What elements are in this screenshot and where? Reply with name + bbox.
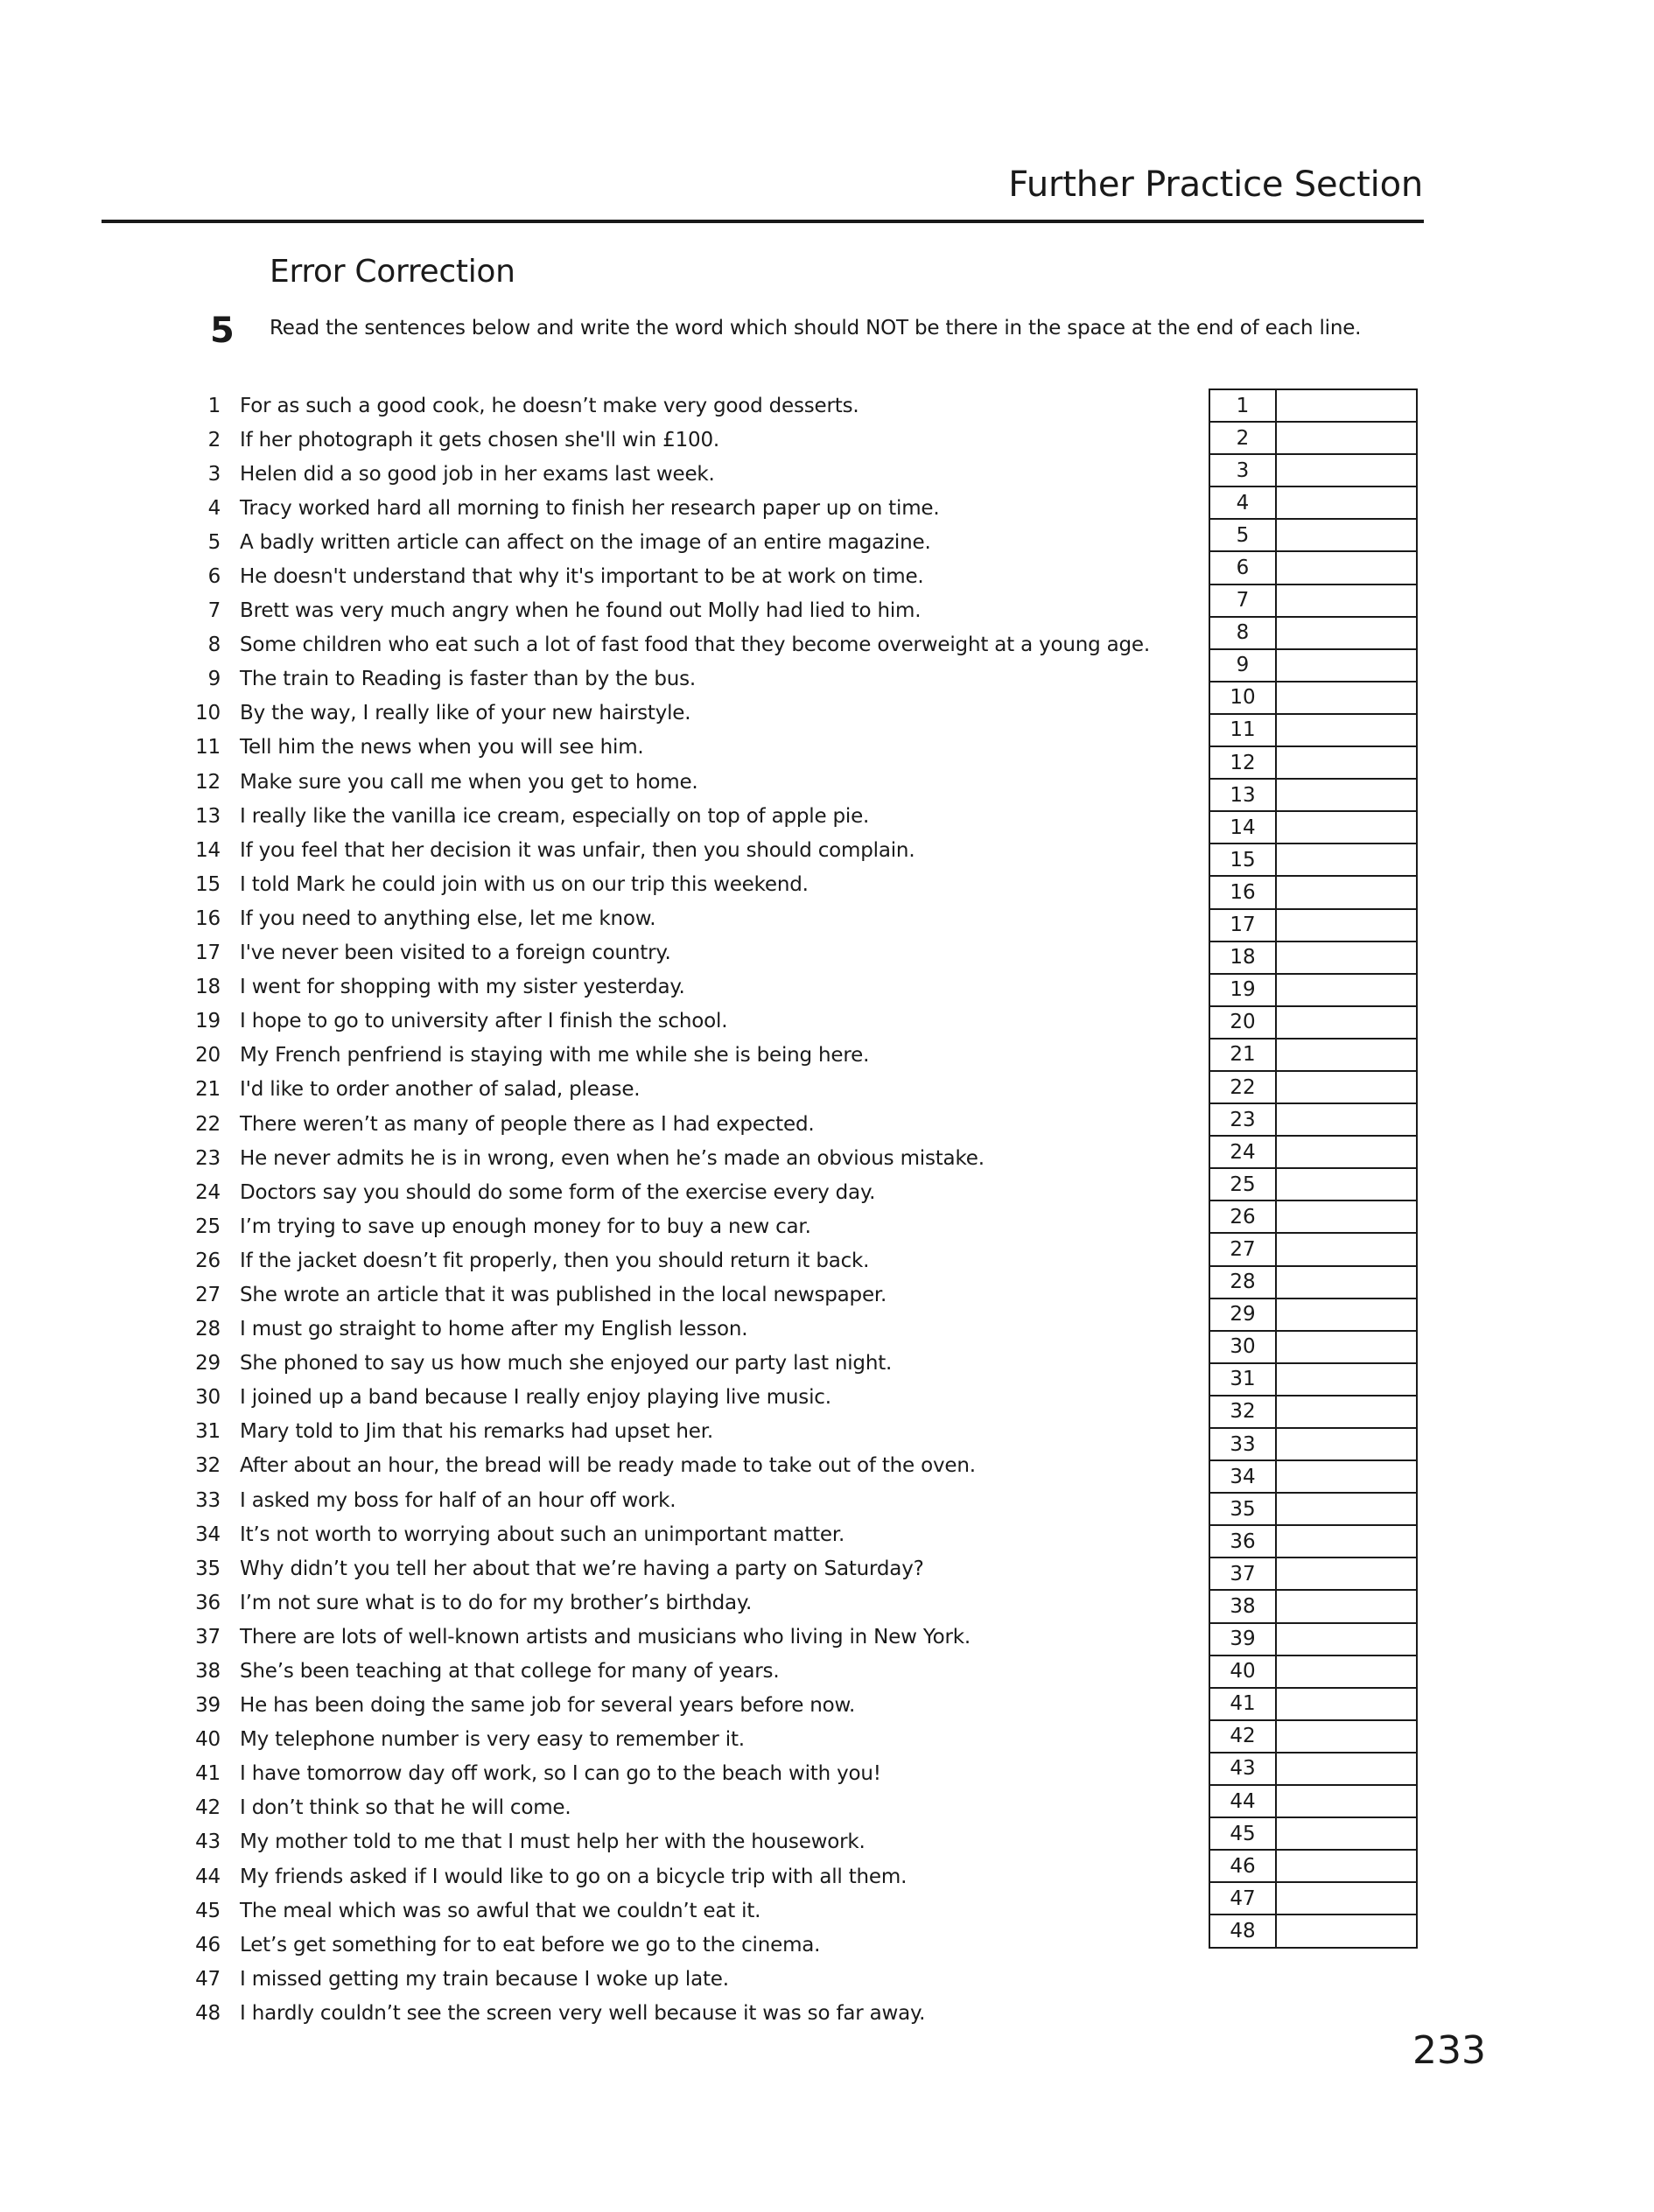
answer-blank[interactable]: [1276, 617, 1417, 649]
sentence-text: I joined up a band because I really enjoy playing live music.: [240, 1386, 831, 1410]
answer-row: [1209, 1233, 1417, 1265]
answer-row: [1209, 1753, 1417, 1785]
answer-number: 12: [1209, 746, 1276, 779]
sentence-row: [175, 799, 1173, 833]
answer-number: 8: [1209, 617, 1276, 649]
sentence-text: I told Mark he could join with us on our trip this weekend.: [240, 872, 809, 896]
sentence-text: I have tomorrow day off work, so I can go to the beach with you!: [240, 1762, 881, 1786]
sentence-row: [175, 696, 1173, 731]
sentence-row: [175, 1347, 1173, 1381]
answer-number: 39: [1209, 1623, 1276, 1656]
answer-number: 25: [1209, 1168, 1276, 1200]
answer-number: 21: [1209, 1039, 1276, 1071]
answer-blank[interactable]: [1276, 844, 1417, 876]
answer-number: 36: [1209, 1525, 1276, 1558]
sentence-row: [175, 525, 1173, 559]
sentence-number: 20: [195, 1044, 221, 1068]
answer-blank[interactable]: [1276, 454, 1417, 486]
answer-row: [1209, 1428, 1417, 1460]
answer-row: [1209, 422, 1417, 454]
answer-number: 10: [1209, 682, 1276, 714]
answer-blank[interactable]: [1276, 584, 1417, 617]
sentence-text: My mother told to me that I must help her with the housework.: [240, 1830, 866, 1854]
answer-number: 7: [1209, 584, 1276, 617]
sentence-text: Tracy worked hard all morning to finish her research paper up on time.: [240, 496, 940, 520]
sentence-row: [175, 1415, 1173, 1449]
answer-row: [1209, 584, 1417, 617]
answer-blank[interactable]: [1276, 1103, 1417, 1136]
answer-row: [1209, 1558, 1417, 1590]
sentence-text: The train to Reading is faster than by the bus.: [240, 668, 697, 691]
sentence-text: I really like the vanilla ice cream, especially on top of apple pie.: [240, 804, 870, 828]
answer-blank[interactable]: [1276, 1914, 1417, 1947]
answer-number: 19: [1209, 974, 1276, 1006]
answer-row: [1209, 1914, 1417, 1947]
sentence-row: [175, 1620, 1173, 1654]
answer-blank[interactable]: [1276, 1200, 1417, 1233]
answer-blank[interactable]: [1276, 1168, 1417, 1200]
sentence-row: [175, 423, 1173, 457]
sentence-text: There are lots of well-known artists and musicians who living in New York.: [240, 1625, 971, 1648]
sentence-row: [175, 1175, 1173, 1209]
sentence-number: 17: [195, 942, 221, 965]
answer-number: 30: [1209, 1331, 1276, 1363]
sentence-text: For as such a good cook, he doesn’t make very good desserts.: [240, 394, 859, 417]
answer-number: 33: [1209, 1428, 1276, 1460]
answer-number: 13: [1209, 779, 1276, 811]
sentence-row: [175, 1243, 1173, 1278]
answer-row: [1209, 1460, 1417, 1493]
sentence-row: [175, 662, 1173, 696]
answer-number: 15: [1209, 844, 1276, 876]
answer-row: [1209, 1785, 1417, 1817]
sentence-text: She wrote an article that it was published in the local newspaper.: [240, 1283, 887, 1306]
answer-row: [1209, 486, 1417, 519]
sentence-text: He has been doing the same job for several years before now.: [240, 1694, 856, 1718]
answer-number: 14: [1209, 811, 1276, 844]
answer-blank[interactable]: [1276, 1039, 1417, 1071]
answer-number: 45: [1209, 1817, 1276, 1850]
sentence-number: 41: [195, 1762, 221, 1786]
answer-number: 20: [1209, 1006, 1276, 1039]
exercise-number: 5: [210, 311, 235, 351]
sentence-number: 18: [195, 976, 221, 999]
answer-number: 4: [1209, 486, 1276, 519]
answer-blank[interactable]: [1276, 1363, 1417, 1396]
answer-blank[interactable]: [1276, 974, 1417, 1006]
sentence-row: [175, 1723, 1173, 1757]
sentence-text: It’s not worth to worrying about such an unimportant matter.: [240, 1522, 845, 1546]
answer-row: [1209, 844, 1417, 876]
sentence-text: Doctors say you should do some form of the exercise every day.: [240, 1180, 876, 1204]
answer-blank[interactable]: [1276, 1493, 1417, 1525]
sentence-text: I'd like to order another of salad, please.: [240, 1078, 641, 1102]
sentence-text: I don’t think so that he will come.: [240, 1796, 571, 1820]
answer-number: 11: [1209, 714, 1276, 746]
answer-blank[interactable]: [1276, 1428, 1417, 1460]
sentence-number: 27: [195, 1283, 221, 1306]
sentence-number: 11: [195, 736, 221, 760]
sentence-row: [175, 491, 1173, 525]
answer-blank[interactable]: [1276, 1753, 1417, 1785]
sentence-number: 7: [207, 599, 221, 623]
sentence-row: [175, 1894, 1173, 1928]
answer-row: [1209, 714, 1417, 746]
answer-blank[interactable]: [1276, 1656, 1417, 1688]
answer-row: [1209, 1006, 1417, 1039]
sentence-text: There weren’t as many of people there as I had expected.: [240, 1112, 815, 1136]
sentence-number: 37: [195, 1625, 221, 1648]
answer-blank[interactable]: [1276, 1882, 1417, 1914]
answer-row: [1209, 454, 1417, 486]
sentence-number: 15: [195, 872, 221, 896]
answer-blank[interactable]: [1276, 1720, 1417, 1753]
answer-number: 37: [1209, 1558, 1276, 1590]
answer-blank[interactable]: [1276, 876, 1417, 908]
section-header-title: Further Practice Section: [1008, 164, 1423, 205]
sentence-number: 44: [195, 1865, 221, 1888]
answer-blank[interactable]: [1276, 1136, 1417, 1168]
answer-number: 26: [1209, 1200, 1276, 1233]
sentence-number: 35: [195, 1557, 221, 1580]
sentence-row: [175, 1551, 1173, 1586]
answer-row: [1209, 551, 1417, 584]
answer-blank[interactable]: [1276, 389, 1417, 422]
sentence-number: 12: [195, 770, 221, 794]
answer-row: [1209, 1688, 1417, 1720]
sentence-text: I missed getting my train because I woke up late.: [240, 1967, 729, 1991]
answer-blank[interactable]: [1276, 1396, 1417, 1428]
answer-number: 17: [1209, 909, 1276, 942]
answer-row: [1209, 746, 1417, 779]
answer-number: 16: [1209, 876, 1276, 908]
sentence-text: Let’s get something for to eat before we go to the cinema.: [240, 1933, 821, 1956]
sentence-text: A badly written article can affect on the image of an entire magazine.: [240, 530, 931, 554]
sentence-text: Tell him the news when you will see him.: [240, 736, 644, 760]
sentence-number: 25: [195, 1214, 221, 1238]
answer-row: [1209, 1850, 1417, 1882]
answer-blank[interactable]: [1276, 486, 1417, 519]
sentence-text: If you feel that her decision it was unfair, then you should complain.: [240, 838, 915, 862]
answer-number: 24: [1209, 1136, 1276, 1168]
answer-number: 40: [1209, 1656, 1276, 1688]
sentence-number: 5: [207, 530, 221, 554]
sentence-number: 40: [195, 1728, 221, 1752]
sentence-text: By the way, I really like of your new hairstyle.: [240, 702, 691, 725]
sentence-text: She’s been teaching at that college for many of years.: [240, 1660, 780, 1684]
sentence-row: [175, 1004, 1173, 1039]
answer-blank[interactable]: [1276, 1331, 1417, 1363]
sentence-text: She phoned to say us how much she enjoyed our party last night.: [240, 1352, 893, 1376]
answer-number: 2: [1209, 422, 1276, 454]
sentence-number: 45: [195, 1899, 221, 1922]
sentence-text: Make sure you call me when you get to home.: [240, 770, 698, 794]
answer-row: [1209, 617, 1417, 649]
answer-row: [1209, 1720, 1417, 1753]
sentence-number: 24: [195, 1180, 221, 1204]
answer-row: [1209, 1493, 1417, 1525]
answer-row: [1209, 1882, 1417, 1914]
answer-number: 23: [1209, 1103, 1276, 1136]
sentence-number: 6: [207, 565, 221, 589]
answer-number: 38: [1209, 1590, 1276, 1622]
answer-blank[interactable]: [1276, 682, 1417, 714]
sentence-text: I hope to go to university after I finish the school.: [240, 1010, 728, 1033]
sentence-row: [175, 1483, 1173, 1517]
answer-blank[interactable]: [1276, 1785, 1417, 1817]
sentence-text: Some children who eat such a lot of fast food that they become overweight at a young age.: [240, 634, 1150, 657]
answer-row: [1209, 1656, 1417, 1688]
sentence-number: 46: [195, 1933, 221, 1956]
sentence-text: If her photograph it gets chosen she'll win £100.: [240, 428, 720, 452]
sentence-number: 21: [195, 1078, 221, 1102]
sentence-number: 48: [195, 2001, 221, 2025]
sentence-row: [175, 1141, 1173, 1175]
sentence-text: Mary told to Jim that his remarks had upset her.: [240, 1420, 713, 1444]
answer-row: [1209, 1039, 1417, 1071]
sentence-number: 31: [195, 1420, 221, 1444]
sentence-row: [175, 1586, 1173, 1620]
answer-number: 9: [1209, 649, 1276, 682]
sentence-row: [175, 1381, 1173, 1415]
sentence-row: [175, 388, 1173, 423]
sentence-number: 23: [195, 1146, 221, 1170]
sentence-row: [175, 1449, 1173, 1483]
sentence-number: 30: [195, 1386, 221, 1410]
sentence-text: My telephone number is very easy to remember it.: [240, 1728, 745, 1752]
sentence-number: 28: [195, 1318, 221, 1341]
sentence-text: Helen did a so good job in her exams last week.: [240, 462, 715, 486]
sentence-text: I've never been visited to a foreign country.: [240, 942, 671, 965]
answer-row: [1209, 1590, 1417, 1622]
answer-number: 29: [1209, 1298, 1276, 1331]
answer-row: [1209, 1331, 1417, 1363]
answer-row: [1209, 519, 1417, 551]
answer-number: 35: [1209, 1493, 1276, 1525]
answer-row: [1209, 811, 1417, 844]
answer-row: [1209, 779, 1417, 811]
sentence-text: If the jacket doesn’t fit properly, then you should return it back.: [240, 1249, 870, 1272]
instruction-text: Read the sentences below and write the word which should NOT be there in the space at the end of each line.: [270, 317, 1362, 340]
sentence-row: [175, 833, 1173, 867]
answer-number: 42: [1209, 1720, 1276, 1753]
answer-number: 31: [1209, 1363, 1276, 1396]
sentence-number: 22: [195, 1112, 221, 1136]
sentence-row: [175, 1209, 1173, 1243]
sentence-row: [175, 1757, 1173, 1791]
answer-blank[interactable]: [1276, 649, 1417, 682]
answer-blank[interactable]: [1276, 519, 1417, 551]
sentence-text: If you need to anything else, let me know.: [240, 906, 656, 930]
answer-blank[interactable]: [1276, 1817, 1417, 1850]
sentence-number: 19: [195, 1010, 221, 1033]
sentence-text: Brett was very much angry when he found out Molly had lied to him.: [240, 599, 922, 623]
answer-number: 27: [1209, 1233, 1276, 1265]
answer-table: [1209, 388, 1418, 1949]
answer-blank[interactable]: [1276, 1850, 1417, 1882]
sentence-number: 9: [207, 668, 221, 691]
answer-blank[interactable]: [1276, 1298, 1417, 1331]
sentence-number: 4: [207, 496, 221, 520]
answer-blank[interactable]: [1276, 779, 1417, 811]
sentence-number: 43: [195, 1830, 221, 1854]
answer-number: 22: [1209, 1071, 1276, 1103]
sentence-text: I must go straight to home after my English lesson.: [240, 1318, 748, 1341]
sentence-text: I’m not sure what is to do for my brother’s birthday.: [240, 1591, 753, 1614]
answer-row: [1209, 1071, 1417, 1103]
sentence-text: I asked my boss for half of an hour off work.: [240, 1488, 676, 1512]
sentence-text: My French penfriend is staying with me while she is being here.: [240, 1044, 870, 1068]
sentence-row: [175, 1791, 1173, 1825]
answer-blank[interactable]: [1276, 942, 1417, 974]
answer-row: [1209, 1363, 1417, 1396]
answer-number: 18: [1209, 942, 1276, 974]
answer-row: [1209, 876, 1417, 908]
sentence-number: 13: [195, 804, 221, 828]
sentence-row: [175, 1654, 1173, 1688]
answer-blank[interactable]: [1276, 422, 1417, 454]
answer-number: 43: [1209, 1753, 1276, 1785]
answer-row: [1209, 389, 1417, 422]
sentence-list: [175, 388, 1173, 2031]
answer-row: [1209, 1136, 1417, 1168]
answer-blank[interactable]: [1276, 1688, 1417, 1720]
answer-number: 6: [1209, 551, 1276, 584]
sentence-row: [175, 765, 1173, 799]
answer-number: 3: [1209, 454, 1276, 486]
sentence-text: My friends asked if I would like to go on a bicycle trip with all them.: [240, 1865, 908, 1888]
sentence-number: 34: [195, 1522, 221, 1546]
answer-row: [1209, 649, 1417, 682]
sentence-number: 26: [195, 1249, 221, 1272]
answer-blank[interactable]: [1276, 1460, 1417, 1493]
sentence-text: He doesn't understand that why it's important to be at work on time.: [240, 565, 924, 589]
sentence-text: After about an hour, the bread will be ready made to take out of the oven.: [240, 1454, 976, 1478]
answer-row: [1209, 1298, 1417, 1331]
sentence-row: [175, 1928, 1173, 1962]
sentence-number: 3: [207, 462, 221, 486]
answer-number: 47: [1209, 1882, 1276, 1914]
answer-blank[interactable]: [1276, 714, 1417, 746]
sentence-number: 1: [207, 394, 221, 417]
answer-row: [1209, 1200, 1417, 1233]
answer-number: 41: [1209, 1688, 1276, 1720]
answer-blank[interactable]: [1276, 1233, 1417, 1265]
sentence-number: 36: [195, 1591, 221, 1614]
answer-row: [1209, 942, 1417, 974]
sentence-number: 16: [195, 906, 221, 930]
answer-blank[interactable]: [1276, 1558, 1417, 1590]
sentence-row: [175, 936, 1173, 970]
answer-blank[interactable]: [1276, 909, 1417, 942]
answer-number: 48: [1209, 1914, 1276, 1947]
sentence-number: 42: [195, 1796, 221, 1820]
sentence-row: [175, 1825, 1173, 1859]
answer-row: [1209, 682, 1417, 714]
answer-number: 1: [1209, 389, 1276, 422]
answer-blank[interactable]: [1276, 1266, 1417, 1298]
page-number: 233: [1412, 2028, 1486, 2073]
sentence-number: 32: [195, 1454, 221, 1478]
sentence-row: [175, 731, 1173, 765]
answer-number: 28: [1209, 1266, 1276, 1298]
sentence-row: [175, 970, 1173, 1004]
answer-row: [1209, 1396, 1417, 1428]
sentence-row: [175, 594, 1173, 628]
answer-blank[interactable]: [1276, 1590, 1417, 1622]
answer-blank[interactable]: [1276, 551, 1417, 584]
sentence-number: 29: [195, 1352, 221, 1376]
sentence-text: I hardly couldn’t see the screen very well because it was so far away.: [240, 2001, 926, 2025]
sentence-number: 14: [195, 838, 221, 862]
answer-number: 5: [1209, 519, 1276, 551]
sentence-row: [175, 559, 1173, 593]
answer-row: [1209, 1103, 1417, 1136]
section-title: Error Correction: [270, 254, 515, 290]
answer-blank[interactable]: [1276, 1006, 1417, 1039]
sentence-number: 39: [195, 1694, 221, 1718]
answer-row: [1209, 1525, 1417, 1558]
sentence-number: 2: [207, 428, 221, 452]
header-rule: [102, 220, 1424, 223]
answer-row: [1209, 909, 1417, 942]
sentence-number: 10: [195, 702, 221, 725]
answer-row: [1209, 1623, 1417, 1656]
sentence-row: [175, 1107, 1173, 1141]
sentence-row: [175, 1073, 1173, 1107]
sentence-number: 47: [195, 1967, 221, 1991]
sentence-number: 33: [195, 1488, 221, 1512]
sentence-row: [175, 628, 1173, 662]
sentence-number: 38: [195, 1660, 221, 1684]
answer-number: 32: [1209, 1396, 1276, 1428]
answer-number: 44: [1209, 1785, 1276, 1817]
answer-blank[interactable]: [1276, 1071, 1417, 1103]
sentence-row: [175, 1039, 1173, 1073]
answer-number: 46: [1209, 1850, 1276, 1882]
sentence-text: The meal which was so awful that we couldn’t eat it.: [240, 1899, 761, 1922]
sentence-text: I went for shopping with my sister yesterday.: [240, 976, 685, 999]
sentence-row: [175, 457, 1173, 491]
answer-blank[interactable]: [1276, 1525, 1417, 1558]
sentence-text: Why didn’t you tell her about that we’re having a party on Saturday?: [240, 1557, 924, 1580]
sentence-row: [175, 1517, 1173, 1551]
answer-blank[interactable]: [1276, 746, 1417, 779]
answer-blank[interactable]: [1276, 1623, 1417, 1656]
sentence-number: 8: [207, 634, 221, 657]
answer-row: [1209, 1266, 1417, 1298]
sentence-row: [175, 1996, 1173, 2030]
sentence-row: [175, 1859, 1173, 1894]
answer-row: [1209, 1168, 1417, 1200]
sentence-row: [175, 901, 1173, 935]
sentence-row: [175, 867, 1173, 901]
sentence-text: I’m trying to save up enough money for to buy a new car.: [240, 1214, 811, 1238]
answer-blank[interactable]: [1276, 811, 1417, 844]
answer-row: [1209, 1817, 1417, 1850]
sentence-text: He never admits he is in wrong, even when he’s made an obvious mistake.: [240, 1146, 985, 1170]
sentence-row: [175, 1689, 1173, 1723]
sentence-row: [175, 1278, 1173, 1312]
answer-number: 34: [1209, 1460, 1276, 1493]
answer-row: [1209, 974, 1417, 1006]
sentence-row: [175, 1962, 1173, 1996]
sentence-row: [175, 1312, 1173, 1347]
